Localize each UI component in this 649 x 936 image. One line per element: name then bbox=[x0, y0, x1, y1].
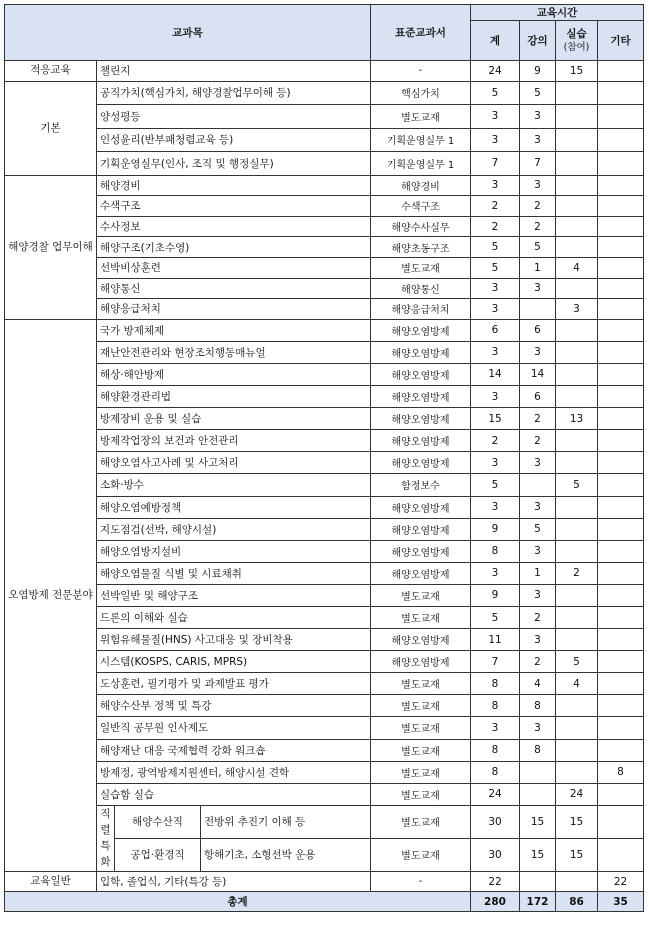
table-row bbox=[5, 430, 644, 452]
hours-practice-cell bbox=[556, 196, 598, 217]
hours-total-cell: 3 bbox=[471, 105, 520, 129]
textbook-cell: 별도교재 bbox=[371, 838, 471, 871]
totals-total: 280 bbox=[471, 892, 520, 912]
textbook-cell: 해양오염방제 bbox=[371, 629, 471, 651]
table-row bbox=[5, 196, 644, 217]
hours-practice-cell bbox=[556, 761, 598, 783]
hours-practice-cell bbox=[556, 278, 598, 299]
category-cell: 적응교육 bbox=[5, 61, 97, 82]
hours-lecture-cell: 3 bbox=[520, 175, 556, 196]
textbook-cell: 해양수사실무 bbox=[371, 216, 471, 237]
hours-lecture-cell: 3 bbox=[520, 452, 556, 474]
hours-lecture-cell: 3 bbox=[520, 341, 556, 363]
subject-cell: 선박비상훈련 bbox=[97, 257, 371, 278]
hours-practice-cell: 3 bbox=[556, 299, 598, 320]
subject-cell: 수색구조 bbox=[97, 196, 371, 217]
hours-total-cell: 3 bbox=[471, 386, 520, 408]
hours-lecture-cell bbox=[520, 871, 556, 892]
header-textbook: 표준교과서 bbox=[371, 5, 471, 61]
hours-practice-cell bbox=[556, 739, 598, 761]
textbook-cell: 별도교재 bbox=[371, 783, 471, 805]
hours-practice-cell bbox=[556, 695, 598, 717]
hours-lecture-cell bbox=[520, 783, 556, 805]
textbook-cell: 기획운영실무 1 bbox=[371, 128, 471, 152]
subject-cell: 챌린지 bbox=[97, 61, 371, 82]
hours-etc-cell bbox=[598, 838, 644, 871]
hours-lecture-cell: 3 bbox=[520, 105, 556, 129]
hours-total-cell: 2 bbox=[471, 196, 520, 217]
hours-practice-cell: 15 bbox=[556, 838, 598, 871]
table-row bbox=[5, 452, 644, 474]
table-row bbox=[5, 341, 644, 363]
textbook-cell: 해양오염방제 bbox=[371, 540, 471, 562]
hours-practice-cell bbox=[556, 584, 598, 606]
textbook-cell: 별도교재 bbox=[371, 695, 471, 717]
subject-cell: 입학, 졸업식, 기타(특강 등) bbox=[97, 871, 371, 892]
subject-cell: 수사정보 bbox=[97, 216, 371, 237]
table-row bbox=[5, 783, 644, 805]
subject-cell: 국가 방제체제 bbox=[97, 319, 371, 341]
hours-etc-cell bbox=[598, 474, 644, 496]
hours-total-cell: 24 bbox=[471, 61, 520, 82]
table-row bbox=[5, 695, 644, 717]
hours-lecture-cell: 15 bbox=[520, 805, 556, 838]
hours-lecture-cell: 4 bbox=[520, 673, 556, 695]
hours-etc-cell bbox=[598, 673, 644, 695]
hours-total-cell: 7 bbox=[471, 651, 520, 673]
hours-total-cell: 7 bbox=[471, 152, 520, 176]
subject-cell: 해상·해안방제 bbox=[97, 363, 371, 385]
hours-total-cell: 5 bbox=[471, 257, 520, 278]
textbook-cell: - bbox=[371, 61, 471, 82]
hours-total-cell: 3 bbox=[471, 128, 520, 152]
subject-cell: 도상훈련, 필기평가 및 과제발표 평가 bbox=[97, 673, 371, 695]
hours-etc-cell bbox=[598, 319, 644, 341]
hours-practice-cell bbox=[556, 81, 598, 105]
hours-etc-cell bbox=[598, 695, 644, 717]
hours-practice-cell bbox=[556, 496, 598, 518]
textbook-cell: 핵심가치 bbox=[371, 81, 471, 105]
table-row bbox=[5, 152, 644, 176]
textbook-cell: 해양오염방제 bbox=[371, 341, 471, 363]
hours-etc-cell bbox=[598, 152, 644, 176]
table-row bbox=[5, 257, 644, 278]
hours-total-cell: 3 bbox=[471, 175, 520, 196]
hours-practice-cell bbox=[556, 452, 598, 474]
hours-etc-cell bbox=[598, 540, 644, 562]
hours-etc-cell bbox=[598, 196, 644, 217]
textbook-cell: 해양오염방제 bbox=[371, 319, 471, 341]
header-practice-note: (참여) bbox=[563, 41, 590, 53]
textbook-cell: 별도교재 bbox=[371, 739, 471, 761]
hours-etc-cell: 22 bbox=[598, 871, 644, 892]
curriculum-table bbox=[4, 4, 644, 912]
hours-practice-cell bbox=[556, 629, 598, 651]
hours-lecture-cell: 9 bbox=[520, 61, 556, 82]
hours-total-cell: 14 bbox=[471, 363, 520, 385]
hours-etc-cell bbox=[598, 175, 644, 196]
subject-cell: 방제장비 운용 및 실습 bbox=[97, 408, 371, 430]
subject-cell: 인성윤리(반부패청렴교육 등) bbox=[97, 128, 371, 152]
specialization-label-char: 화 bbox=[100, 856, 111, 869]
table-row bbox=[5, 386, 644, 408]
hours-etc-cell bbox=[598, 783, 644, 805]
table-row bbox=[5, 61, 644, 82]
hours-etc-cell bbox=[598, 739, 644, 761]
textbook-cell: 별도교재 bbox=[371, 717, 471, 739]
hours-lecture-cell: 15 bbox=[520, 838, 556, 871]
table-row bbox=[5, 629, 644, 651]
hours-lecture-cell bbox=[520, 761, 556, 783]
textbook-cell: 해양응급처치 bbox=[371, 299, 471, 320]
hours-lecture-cell: 3 bbox=[520, 584, 556, 606]
subject-cell: 해양구조(기초수영) bbox=[97, 237, 371, 258]
hours-lecture-cell: 6 bbox=[520, 386, 556, 408]
hours-practice-cell bbox=[556, 430, 598, 452]
table-row bbox=[5, 363, 644, 385]
subject-cell: 일반직 공무원 인사제도 bbox=[97, 717, 371, 739]
hours-lecture-cell: 8 bbox=[520, 695, 556, 717]
table-row bbox=[5, 105, 644, 129]
hours-lecture-cell: 5 bbox=[520, 81, 556, 105]
textbook-cell: 해양오염방제 bbox=[371, 386, 471, 408]
table-row bbox=[5, 761, 644, 783]
hours-lecture-cell bbox=[520, 474, 556, 496]
hours-lecture-cell: 2 bbox=[520, 651, 556, 673]
textbook-cell: 해양경비 bbox=[371, 175, 471, 196]
hours-lecture-cell: 1 bbox=[520, 562, 556, 584]
hours-total-cell: 5 bbox=[471, 81, 520, 105]
hours-total-cell: 6 bbox=[471, 319, 520, 341]
totals-lecture: 172 bbox=[520, 892, 556, 912]
subject-cell: 지도점검(선박, 해양시설) bbox=[97, 518, 371, 540]
table-row bbox=[5, 278, 644, 299]
textbook-cell: - bbox=[371, 871, 471, 892]
hours-lecture-cell: 5 bbox=[520, 518, 556, 540]
hours-lecture-cell: 8 bbox=[520, 739, 556, 761]
subject-cell: 해양오염방지설비 bbox=[97, 540, 371, 562]
hours-etc-cell bbox=[598, 237, 644, 258]
textbook-cell: 별도교재 bbox=[371, 584, 471, 606]
hours-lecture-cell: 2 bbox=[520, 216, 556, 237]
table-row bbox=[5, 81, 644, 105]
hours-lecture-cell: 2 bbox=[520, 408, 556, 430]
hours-total-cell: 24 bbox=[471, 783, 520, 805]
specialization-label-char: 직 bbox=[100, 808, 111, 821]
table-row bbox=[5, 237, 644, 258]
hours-practice-cell bbox=[556, 606, 598, 628]
textbook-cell: 해양초동구조 bbox=[371, 237, 471, 258]
table-row bbox=[5, 562, 644, 584]
hours-total-cell: 8 bbox=[471, 695, 520, 717]
hours-practice-cell: 5 bbox=[556, 474, 598, 496]
hours-total-cell: 3 bbox=[471, 562, 520, 584]
header-lecture: 강의 bbox=[520, 21, 556, 61]
textbook-cell: 수색구조 bbox=[371, 196, 471, 217]
hours-total-cell: 2 bbox=[471, 430, 520, 452]
hours-total-cell: 3 bbox=[471, 452, 520, 474]
hours-lecture-cell: 3 bbox=[520, 278, 556, 299]
subject-cell: 기획운영실무(인사, 조직 및 행정실무) bbox=[97, 152, 371, 176]
table-row bbox=[5, 496, 644, 518]
hours-practice-cell bbox=[556, 341, 598, 363]
hours-lecture-cell bbox=[520, 299, 556, 320]
hours-total-cell: 15 bbox=[471, 408, 520, 430]
hours-practice-cell bbox=[556, 128, 598, 152]
subject-cell: 해양경비 bbox=[97, 175, 371, 196]
totals-label: 총계 bbox=[5, 892, 471, 912]
category-cell: 기본 bbox=[5, 81, 97, 175]
hours-practice-cell bbox=[556, 216, 598, 237]
hours-practice-cell: 4 bbox=[556, 673, 598, 695]
table-row bbox=[5, 540, 644, 562]
table-row bbox=[5, 717, 644, 739]
hours-practice-cell: 13 bbox=[556, 408, 598, 430]
table-row bbox=[5, 474, 644, 496]
hours-practice-cell bbox=[556, 319, 598, 341]
category-cell: 해양경찰 업무이해 bbox=[5, 175, 97, 319]
hours-total-cell: 30 bbox=[471, 805, 520, 838]
subject-cell: 해양환경관리법 bbox=[97, 386, 371, 408]
textbook-cell: 기획운영실무 1 bbox=[371, 152, 471, 176]
hours-etc-cell bbox=[598, 257, 644, 278]
hours-etc-cell bbox=[598, 105, 644, 129]
hours-etc-cell bbox=[598, 717, 644, 739]
hours-practice-cell bbox=[556, 363, 598, 385]
textbook-cell: 함정보수 bbox=[371, 474, 471, 496]
header-hours-group: 교육시간 bbox=[471, 5, 644, 21]
hours-total-cell: 5 bbox=[471, 606, 520, 628]
subject-cell: 항해기초, 소형선박 운용 bbox=[201, 838, 371, 871]
hours-practice-cell: 15 bbox=[556, 61, 598, 82]
textbook-cell: 별도교재 bbox=[371, 673, 471, 695]
hours-etc-cell: 8 bbox=[598, 761, 644, 783]
textbook-cell: 별도교재 bbox=[371, 257, 471, 278]
textbook-cell: 별도교재 bbox=[371, 606, 471, 628]
hours-etc-cell bbox=[598, 629, 644, 651]
table-row bbox=[5, 319, 644, 341]
hours-lecture-cell: 3 bbox=[520, 629, 556, 651]
hours-etc-cell bbox=[598, 606, 644, 628]
hours-practice-cell bbox=[556, 871, 598, 892]
hours-lecture-cell: 1 bbox=[520, 257, 556, 278]
hours-etc-cell bbox=[598, 81, 644, 105]
specialization-label bbox=[97, 805, 115, 871]
hours-lecture-cell: 3 bbox=[520, 717, 556, 739]
hours-etc-cell bbox=[598, 128, 644, 152]
hours-etc-cell bbox=[598, 651, 644, 673]
subject-cell: 방제정, 광역방제지원센터, 해양시설 견학 bbox=[97, 761, 371, 783]
textbook-cell: 별도교재 bbox=[371, 761, 471, 783]
hours-total-cell: 5 bbox=[471, 237, 520, 258]
hours-etc-cell bbox=[598, 562, 644, 584]
subject-cell: 해양오염물질 식별 및 시료채취 bbox=[97, 562, 371, 584]
hours-lecture-cell: 3 bbox=[520, 496, 556, 518]
hours-total-cell: 3 bbox=[471, 278, 520, 299]
table-row bbox=[5, 175, 644, 196]
table-row bbox=[5, 128, 644, 152]
hours-practice-cell bbox=[556, 105, 598, 129]
hours-practice-cell bbox=[556, 717, 598, 739]
hours-practice-cell bbox=[556, 540, 598, 562]
hours-total-cell: 30 bbox=[471, 838, 520, 871]
hours-etc-cell bbox=[598, 363, 644, 385]
hours-etc-cell bbox=[598, 299, 644, 320]
table-row bbox=[5, 299, 644, 320]
textbook-cell: 해양오염방제 bbox=[371, 363, 471, 385]
hours-practice-cell bbox=[556, 175, 598, 196]
subject-cell: 해양오염사고사례 및 사고처리 bbox=[97, 452, 371, 474]
table-row bbox=[5, 651, 644, 673]
hours-total-cell: 5 bbox=[471, 474, 520, 496]
track-cell: 해양수산직 bbox=[115, 805, 201, 838]
textbook-cell: 해양오염방제 bbox=[371, 430, 471, 452]
subject-cell: 시스템(KOSPS, CARIS, MPRS) bbox=[97, 651, 371, 673]
subject-cell: 해양오염예방정책 bbox=[97, 496, 371, 518]
hours-practice-cell: 5 bbox=[556, 651, 598, 673]
hours-total-cell: 8 bbox=[471, 761, 520, 783]
hours-total-cell: 22 bbox=[471, 871, 520, 892]
hours-practice-cell: 24 bbox=[556, 783, 598, 805]
totals-practice: 86 bbox=[556, 892, 598, 912]
hours-practice-cell: 2 bbox=[556, 562, 598, 584]
hours-lecture-cell: 2 bbox=[520, 196, 556, 217]
hours-lecture-cell: 5 bbox=[520, 237, 556, 258]
hours-total-cell: 9 bbox=[471, 518, 520, 540]
subject-cell: 재난안전관리와 현장조치행동매뉴얼 bbox=[97, 341, 371, 363]
table-body bbox=[5, 61, 644, 892]
subject-cell: 소화·방수 bbox=[97, 474, 371, 496]
subject-cell: 해양응급처치 bbox=[97, 299, 371, 320]
hours-total-cell: 8 bbox=[471, 739, 520, 761]
subject-cell: 전방위 추진기 이해 등 bbox=[201, 805, 371, 838]
header-subject: 교과목 bbox=[5, 5, 371, 61]
subject-cell: 해양수산부 정책 및 특강 bbox=[97, 695, 371, 717]
hours-etc-cell bbox=[598, 518, 644, 540]
hours-etc-cell bbox=[598, 496, 644, 518]
subject-cell: 위험유해물질(HNS) 사고대응 및 장비착용 bbox=[97, 629, 371, 651]
category-cell: 오염방제 전문분야 bbox=[5, 319, 97, 871]
hours-total-cell: 3 bbox=[471, 717, 520, 739]
specialization-label-char: 특 bbox=[100, 840, 111, 853]
hours-etc-cell bbox=[598, 216, 644, 237]
hours-etc-cell bbox=[598, 341, 644, 363]
hours-etc-cell bbox=[598, 278, 644, 299]
textbook-cell: 해양통신 bbox=[371, 278, 471, 299]
hours-total-cell: 8 bbox=[471, 673, 520, 695]
table-row bbox=[5, 216, 644, 237]
table-row bbox=[5, 739, 644, 761]
subject-cell: 선박일반 및 해양구조 bbox=[97, 584, 371, 606]
textbook-cell: 해양오염방제 bbox=[371, 518, 471, 540]
header-etc: 기타 bbox=[598, 21, 644, 61]
hours-total-cell: 3 bbox=[471, 299, 520, 320]
hours-lecture-cell: 3 bbox=[520, 128, 556, 152]
hours-etc-cell bbox=[598, 430, 644, 452]
table-row bbox=[5, 584, 644, 606]
hours-total-cell: 8 bbox=[471, 540, 520, 562]
table-row bbox=[5, 871, 644, 892]
header-practice-label: 실습 bbox=[566, 27, 587, 40]
textbook-cell: 해양오염방제 bbox=[371, 651, 471, 673]
hours-total-cell: 11 bbox=[471, 629, 520, 651]
subject-cell: 드론의 이해와 실습 bbox=[97, 606, 371, 628]
category-cell: 교육일반 bbox=[5, 871, 97, 892]
textbook-cell: 해양오염방제 bbox=[371, 562, 471, 584]
hours-lecture-cell: 2 bbox=[520, 430, 556, 452]
textbook-cell: 해양오염방제 bbox=[371, 452, 471, 474]
hours-etc-cell bbox=[598, 61, 644, 82]
subject-cell: 공직가치(핵심가치, 해양경찰업무이해 등) bbox=[97, 81, 371, 105]
subject-cell: 해양재난 대응 국제협력 강화 워크숍 bbox=[97, 739, 371, 761]
hours-total-cell: 3 bbox=[471, 341, 520, 363]
hours-etc-cell bbox=[598, 584, 644, 606]
hours-total-cell: 9 bbox=[471, 584, 520, 606]
hours-lecture-cell: 3 bbox=[520, 540, 556, 562]
subject-cell: 방제작업장의 보건과 안전관리 bbox=[97, 430, 371, 452]
textbook-cell: 별도교재 bbox=[371, 805, 471, 838]
hours-practice-cell: 4 bbox=[556, 257, 598, 278]
hours-practice-cell bbox=[556, 237, 598, 258]
table-row bbox=[5, 518, 644, 540]
subject-cell: 실습함 실습 bbox=[97, 783, 371, 805]
hours-practice-cell bbox=[556, 386, 598, 408]
header-practice bbox=[556, 21, 598, 61]
hours-total-cell: 2 bbox=[471, 216, 520, 237]
hours-lecture-cell: 6 bbox=[520, 319, 556, 341]
textbook-cell: 별도교재 bbox=[371, 105, 471, 129]
hours-total-cell: 3 bbox=[471, 496, 520, 518]
subject-cell: 양성평등 bbox=[97, 105, 371, 129]
subject-cell: 해양통신 bbox=[97, 278, 371, 299]
hours-lecture-cell: 2 bbox=[520, 606, 556, 628]
textbook-cell: 해양오염방제 bbox=[371, 496, 471, 518]
hours-lecture-cell: 14 bbox=[520, 363, 556, 385]
textbook-cell: 해양오염방제 bbox=[371, 408, 471, 430]
table-row bbox=[5, 805, 644, 838]
hours-etc-cell bbox=[598, 805, 644, 838]
hours-etc-cell bbox=[598, 408, 644, 430]
hours-etc-cell bbox=[598, 452, 644, 474]
hours-lecture-cell: 7 bbox=[520, 152, 556, 176]
track-cell: 공업·환경직 bbox=[115, 838, 201, 871]
hours-practice-cell: 15 bbox=[556, 805, 598, 838]
hours-practice-cell bbox=[556, 518, 598, 540]
totals-row bbox=[5, 892, 644, 912]
totals-etc: 35 bbox=[598, 892, 644, 912]
table-row bbox=[5, 673, 644, 695]
header-total: 계 bbox=[471, 21, 520, 61]
specialization-label-char: 렬 bbox=[100, 824, 111, 837]
table-row bbox=[5, 408, 644, 430]
hours-practice-cell bbox=[556, 152, 598, 176]
hours-etc-cell bbox=[598, 386, 644, 408]
table-row bbox=[5, 606, 644, 628]
